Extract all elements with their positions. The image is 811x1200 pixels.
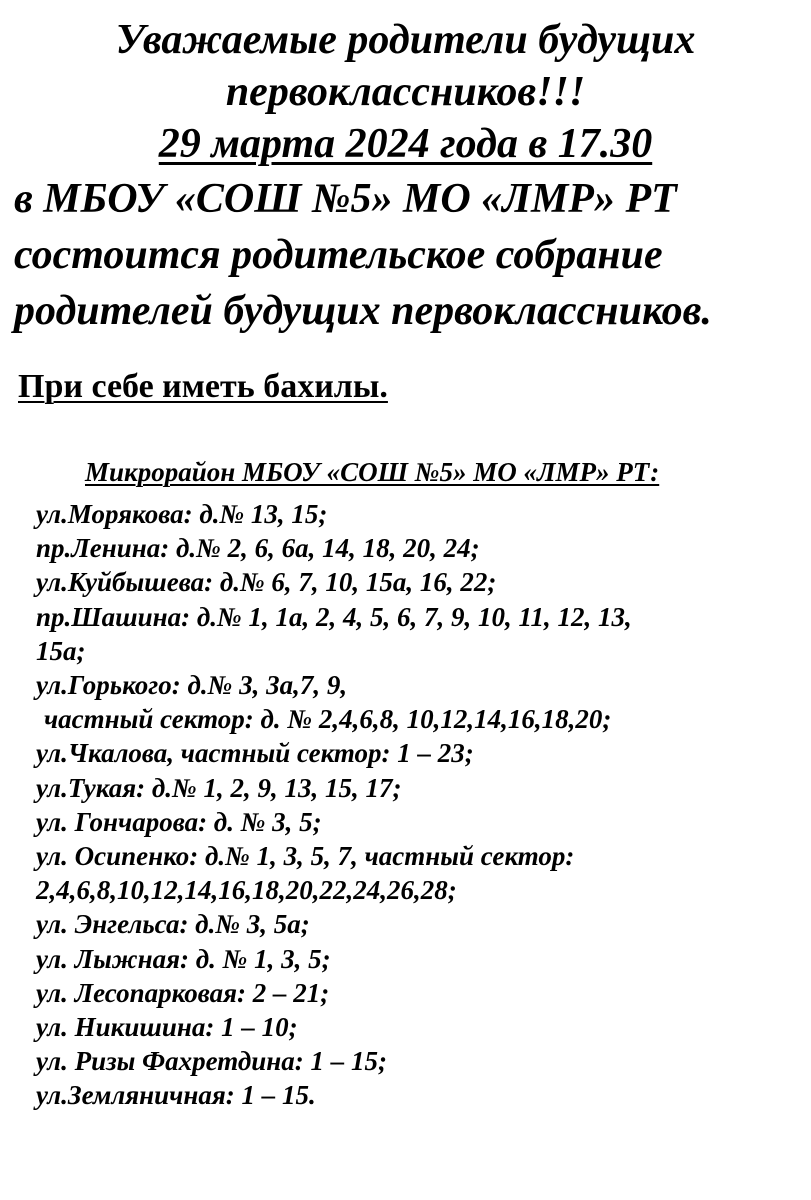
street-line: ул.Тукая: д.№ 1, 2, 9, 13, 15, 17; xyxy=(36,772,402,803)
street-line: ул. Лесопарковая: 2 – 21; xyxy=(36,977,330,1008)
announcement-line-2: состоится родительское собрание xyxy=(14,232,663,278)
street-line: ул.Чкалова, частный сектор: 1 – 23; xyxy=(36,738,474,769)
street-line: ул. Осипенко: д.№ 1, 3, 5, 7, частный сектор: xyxy=(36,841,575,872)
greeting-line-1: Уважаемые родители будущих xyxy=(115,17,696,63)
street-line: пр.Ленина: д.№ 2, 6, 6а, 14, 18, 20, 24; xyxy=(36,533,480,564)
street-list xyxy=(36,497,632,1113)
street-line: пр.Шашина: д.№ 1, 1а, 2, 4, 5, 6, 7, 9, 10, 11, 12, 13, xyxy=(36,601,632,632)
street-line: ул. Ризы Фахретдина: 1 – 15; xyxy=(36,1046,387,1077)
street-line: ул.Морякова: д.№ 13, 15; xyxy=(36,499,328,529)
street-line: 2,4,6,8,10,12,14,16,18,20,22,24,26,28; xyxy=(36,875,457,906)
district-title: Микрорайон МБОУ «СОШ №5» МО «ЛМР» РТ: xyxy=(85,457,660,487)
shoe-covers-note: При себе иметь бахилы. xyxy=(18,368,388,405)
street-line: ул. Никишина: 1 – 10; xyxy=(36,1012,298,1043)
announcement-line-1: в МБОУ «СОШ №5» МО «ЛМР» РТ xyxy=(14,176,677,222)
street-line: ул. Лыжная: д. № 1, 3, 5; xyxy=(36,943,331,974)
street-line: ул. Гончарова: д. № 3, 5; xyxy=(36,806,322,837)
street-line: ул.Земляничная: 1 – 15. xyxy=(36,1080,316,1111)
street-line: ул.Горького: д.№ 3, 3а,7, 9, xyxy=(36,670,348,701)
street-line: ул.Куйбышева: д.№ 6, 7, 10, 15а, 16, 22; xyxy=(36,567,497,598)
meeting-date: 29 марта 2024 года в 17.30 xyxy=(158,121,653,167)
greeting-line-2: первоклассников!!! xyxy=(225,69,586,115)
announcement-line-3: родителей будущих первоклассников. xyxy=(14,288,712,334)
street-line: 15а; xyxy=(36,635,86,666)
street-line: ул. Энгельса: д.№ 3, 5а; xyxy=(36,909,310,940)
street-line: частный сектор: д. № 2,4,6,8, 10,12,14,16,18,20; xyxy=(44,704,612,735)
